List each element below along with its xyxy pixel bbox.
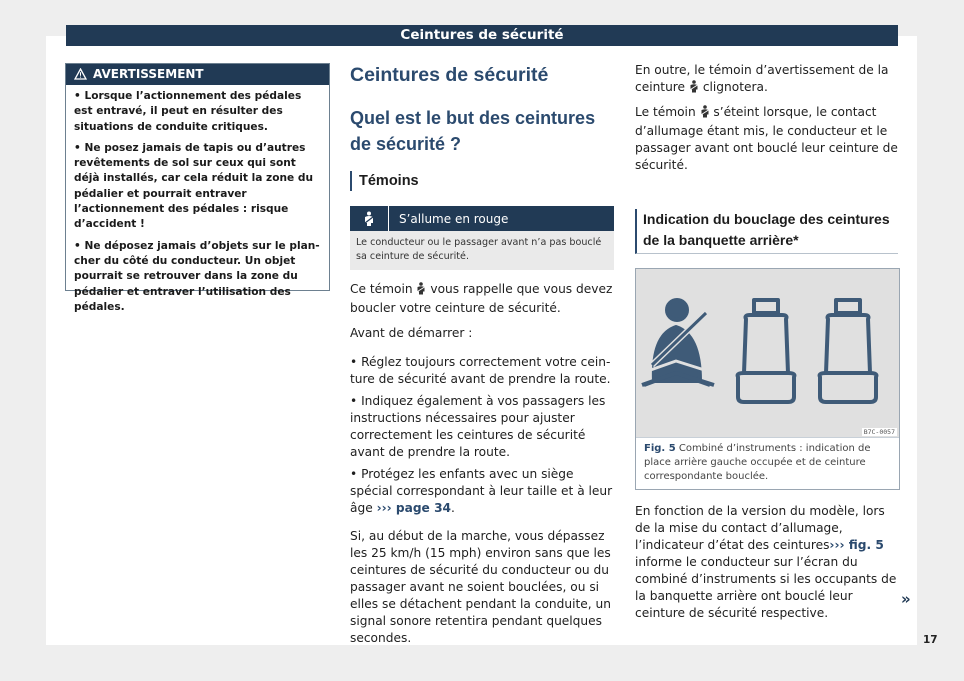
lamp-description: Le conducteur ou le passager avant n’a pas bouclé sa ceinture de sécurité. (356, 237, 602, 262)
text-fragment: En fonction de la version du modèle, lors de la mise du contact d’allumage, l’indicateur d’état des ceintures (635, 504, 885, 552)
warning-triangle-icon (74, 66, 87, 87)
text-fragment: Ce témoin (350, 282, 413, 296)
seatbelt-icon (416, 282, 426, 300)
bullet-item (350, 466, 614, 517)
warning-lamp-table (350, 206, 614, 270)
figure-caption-text: Combiné d’instruments : indication de place arrière gauche occupée et de ceinture correspondante bouclée. (644, 443, 871, 482)
paragraph (635, 62, 898, 98)
text-fragment: En outre, le témoin d’avertissement de la ceinture (635, 63, 889, 94)
figure-label: Fig. 5 (644, 443, 676, 454)
warning-item: • Ne posez jamais de tapis ou d’autres revêtements de sol sur ceux qui sont déjà installés, car cela réduit la zone du pédalier et pourrait entraver l’actionnement des pédales : risque d’accident ! (74, 141, 314, 231)
warning-box (65, 63, 330, 313)
lamp-status-label: S’allume en rouge (399, 211, 509, 226)
page-number: 17 (923, 634, 938, 646)
warning-body (66, 85, 329, 315)
paragraph (635, 503, 898, 622)
figure-reference-link[interactable]: ››› fig. 5 (829, 538, 884, 552)
figure-caption (636, 437, 899, 489)
seatbelt-icon (689, 80, 699, 98)
text-fragment: s’éteint lorsque, le contact d’allumage étant mis, le conducteur et le passager avant ont bouclé leur ceinture de sécurité. (635, 105, 898, 172)
lamp-row (350, 206, 614, 231)
subsection-heading-temoins: Témoins (350, 171, 614, 191)
text-fragment: Le témoin (635, 105, 696, 119)
middle-column (350, 60, 614, 647)
warning-item: • Lorsque l’actionnement des pédales est entravé, il peut en résulter des situations de conduite critiques. (74, 90, 302, 133)
text-fragment: vous rappelle que vous devez boucler votre ceinture de sécurité. (350, 282, 613, 315)
figure-image (636, 269, 899, 437)
right-column (635, 62, 898, 622)
text-fragment: clignotera. (702, 80, 768, 94)
paragraph (350, 281, 614, 317)
text-fragment: informe le conducteur sur l’écran du combiné d’instruments si les occupants de la banquette arrière ont bouclé leur ceinture de sécurité respective. (635, 555, 897, 620)
warning-header (66, 64, 329, 85)
paragraph: Si, au début de la marche, vous dépassez les 25 km/h (15 mph) environ sans que les ceintures de sécurité du conducteur ou du passager avant ne soient bouclées, ou si elles se détachent pendant la conduite, un signal sonore retentira pendant quelques secondes. (350, 529, 611, 645)
figure-code: B7C-0057 (863, 428, 895, 436)
warning-item: • Ne déposez jamais d’objets sur le plancher du côté du conducteur. Un objet pourrait se retrouver dans la zone du pédalier et entraver l’utilisation des pédales. (74, 239, 320, 313)
seatbelt-icon (700, 105, 710, 123)
continue-marker: » (901, 590, 911, 608)
bullet-item: • Réglez toujours correctement votre ceinture de sécurité avant de prendre la route. (350, 355, 611, 386)
text-fragment: • Protégez les enfants avec un siège spécial correspondant à leur taille et à leur âge (350, 467, 613, 515)
page-reference-link[interactable]: ››› page 34 (376, 501, 452, 515)
page-title: Ceintures de sécurité (350, 64, 549, 86)
warning-title: AVERTISSEMENT (93, 67, 204, 81)
subsection-heading-rear-belts: Indication du bouclage des ceintures de la banquette arrière* (635, 209, 898, 254)
rear-seat-status-illustration (636, 269, 899, 437)
seatbelt-warning-icon (350, 206, 389, 231)
paragraph (635, 104, 898, 174)
paragraph: Avant de démarrer : (350, 326, 473, 340)
section-title: Quel est le but des ceintures de sécurité ? (350, 108, 596, 154)
running-header: Ceintures de sécurité (66, 25, 898, 46)
figure-5 (635, 268, 900, 490)
text-fragment: . (451, 501, 455, 515)
bullet-item: • Indiquez également à vos passagers les instructions nécessaires pour ajuster correctement les ceintures de sécurité avant de prendre la route. (350, 394, 606, 459)
